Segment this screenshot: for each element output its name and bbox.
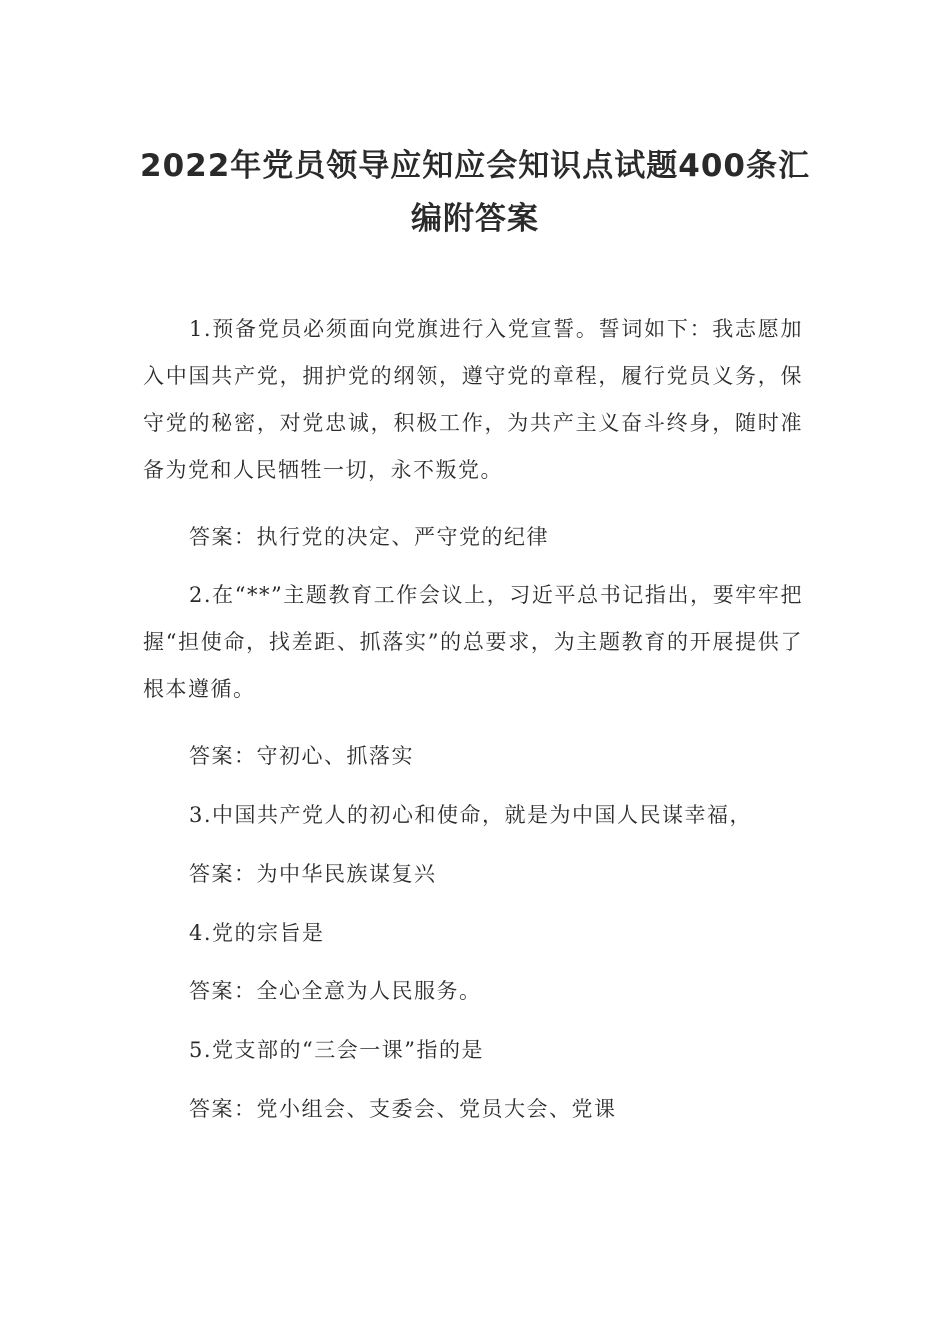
answer-2-paragraph: 答案：守初心、抓落实: [189, 744, 414, 768]
answer-4-paragraph: 答案：全心全意为人民服务。: [189, 979, 482, 1003]
question-4-paragraph: 4.党的宗旨是: [189, 921, 325, 945]
question-5-paragraph: 5.党支部的“三会一课”指的是: [189, 1038, 485, 1062]
question-3-paragraph: 3.中国共产党人的初心和使命，就是为中国人民谋幸福，: [189, 803, 753, 827]
question-2-paragraph: 2.在“**”主题教育工作会议上，习近平总书记指出，要牢牢把握“担使命，找差距、抓落实”的总要求，为主题教育的开展提供了根本遵循。: [143, 583, 803, 701]
question-1-paragraph: 1.预备党员必须面向党旗进行入党宣誓。誓词如下：我志愿加入中国共产党，拥护党的纲领，遵守党的章程，履行党员义务，保守党的秘密，对党忠诚，积极工作，为共产主义奋斗终身，随时准备为党和人民牺牲一切，永不叛党。: [143, 317, 803, 482]
document-title-line-1: 2022年党员领导应知应会知识点试题400条汇: [140, 148, 810, 184]
answer-1-paragraph: 答案：执行党的决定、严守党的纪律: [189, 525, 549, 549]
answer-5-paragraph: 答案：党小组会、支委会、党员大会、党课: [189, 1097, 617, 1121]
document-title-line-2: 编附答案: [411, 201, 539, 237]
answer-3-paragraph: 答案：为中华民族谋复兴: [189, 862, 437, 886]
